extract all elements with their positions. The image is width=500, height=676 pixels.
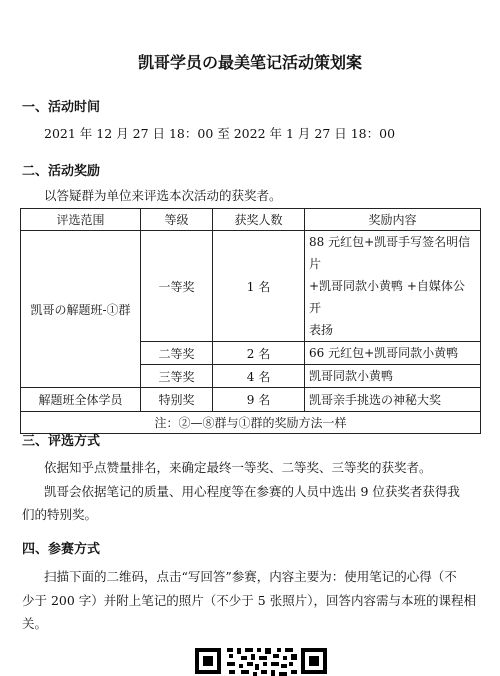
participation-text-3: 关。 — [22, 616, 48, 631]
rewards-intro-text: 以答疑群为单位来评选本次活动的获奖者。 — [44, 188, 282, 203]
reward-cell: 凯哥亲手挑选の神秘大奖 — [305, 388, 481, 412]
reward-line: 表扬 — [309, 323, 334, 337]
table-row — [21, 388, 481, 412]
section-heading-time: 一、活动时间 — [22, 100, 101, 115]
scope-cell: 解题班全体学员 — [21, 388, 141, 412]
table-header-cell: 评选范围 — [21, 209, 141, 231]
table-header-cell: 获奖人数 — [213, 209, 305, 231]
level-cell: 特别奖 — [141, 388, 213, 412]
section-heading-rewards: 二、活动奖励 — [22, 164, 101, 179]
document-title: 凯哥学员の最美笔记活动策划案 — [137, 53, 362, 72]
selection-text-1: 依据知乎点赞量排名，来确定最终一等奖、二等奖、三等奖的获奖者。 — [44, 460, 432, 475]
count-cell: 1 名 — [213, 231, 305, 342]
section-heading-participation: 四、参赛方式 — [22, 542, 101, 557]
count-cell: 2 名 — [213, 342, 305, 365]
reward-line: +凯哥同款小黄鸭 +自媒体公开 — [309, 279, 465, 315]
level-cell: 一等奖 — [141, 231, 213, 342]
table-header-cell: 等级 — [141, 209, 213, 231]
scope-cell: 凯哥の解题班-①群 — [21, 231, 141, 388]
reward-cell: 66 元红包+凯哥同款小黄鸭 — [305, 342, 481, 365]
participation-text-2: 少于 200 字）并附上笔记的照片（不少于 5 张照片），回答内容需与本班的课程相 — [22, 593, 476, 608]
section-heading-selection: 三、评选方式 — [22, 434, 101, 449]
table-row — [21, 231, 481, 342]
table-note: 注：②—⑧群与①群的奖励方法一样 — [21, 412, 481, 434]
count-cell: 9 名 — [213, 388, 305, 412]
selection-text-2a: 凯哥会依据笔记的质量、用心程度等在参赛的人员中选出 9 位获奖者获得我 — [44, 484, 460, 499]
reward-line: 88 元红包+凯哥手写签名明信片 — [309, 235, 471, 271]
level-cell: 三等奖 — [141, 365, 213, 388]
table-header-cell: 奖励内容 — [305, 209, 481, 231]
selection-text-2b: 们的特别奖。 — [22, 507, 98, 522]
reward-cell — [305, 231, 481, 342]
reward-cell: 凯哥同款小黄鸭 — [305, 365, 481, 388]
count-cell: 4 名 — [213, 365, 305, 388]
awards-table — [20, 208, 481, 434]
activity-time-text: 2021 年 12 月 27 日 18：00 至 2022 年 1 月 27 日 18：00 — [44, 126, 396, 141]
qr-code-icon[interactable] — [193, 642, 329, 676]
participation-text-1: 扫描下面的二维码，点击“写回答”参赛，内容主要为：使用笔记的心得（不 — [44, 569, 457, 584]
level-cell: 二等奖 — [141, 342, 213, 365]
table-header-row — [21, 209, 481, 231]
